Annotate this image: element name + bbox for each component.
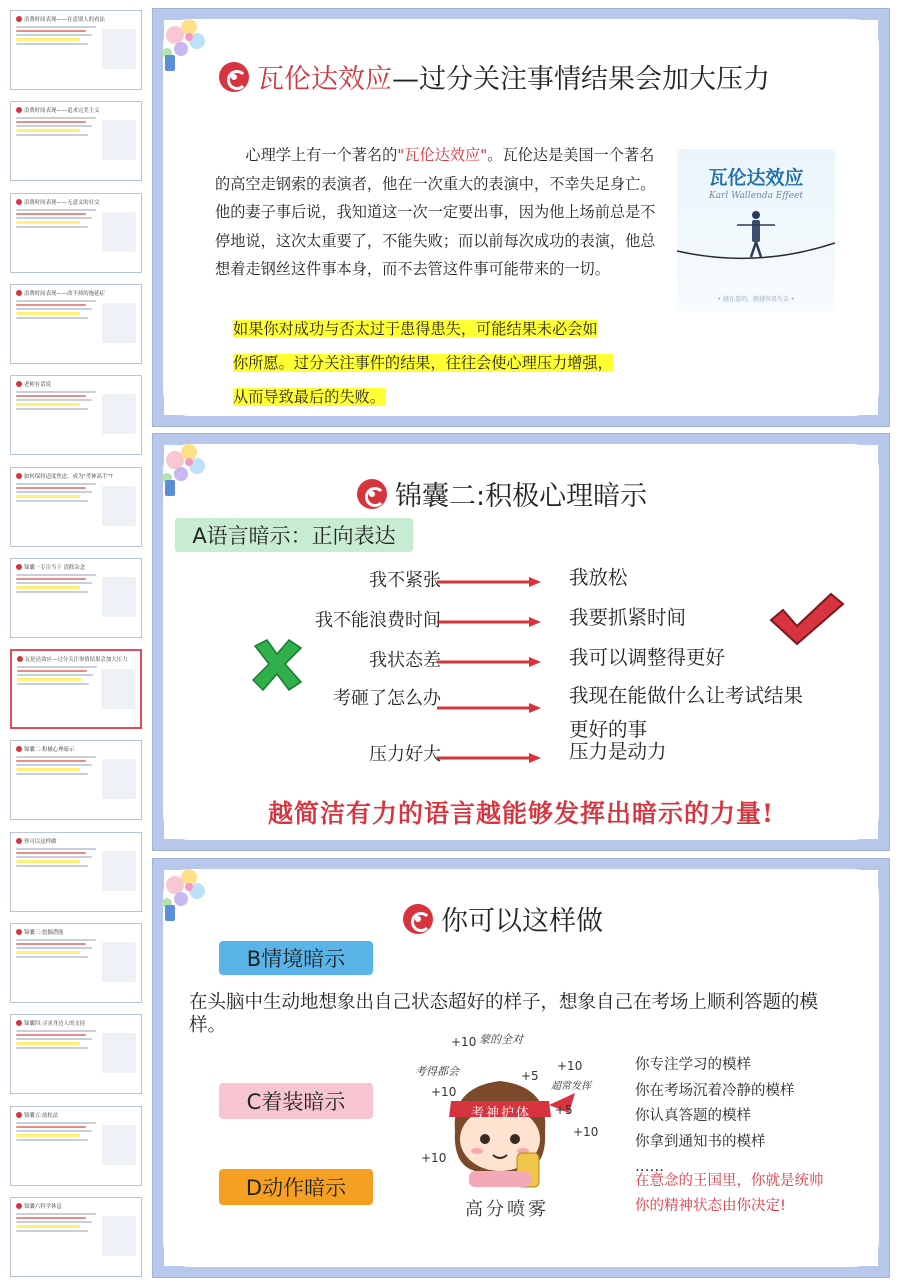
thumbnail-title-text: 浪费时间表现——无意义的社交 [24,199,100,206]
positive-expression-line: 更好的事 [569,718,648,741]
positive-expression-line: 我可以调整得更好 [569,646,726,669]
negative-expression: 考砸了怎么办 [333,688,441,709]
imagination-list-item: 你认真答题的模样 [635,1108,751,1124]
suggestion-slogan: 越简洁有力的语言越能够发挥出暗示的力量! [268,799,774,828]
positive-expression [569,602,686,630]
slide-thumbnail[interactable] [10,467,142,547]
para-after: 。瓦伦达是美国一个著名的高空走钢索的表演者，他在一次重大的表演中，不幸失足身亡。他的妻子事后说，我知道这一次一定要出事，因为他上场前总是不停地说，这次太重要了，不能失败；而以前每次成功的表演，他总想着走钢丝这件事本身，而不去管这件事可能带来的一切。 [215,146,656,278]
thumbnail-title-text: 锦囊一专注当下 清除杂念 [24,564,86,571]
thumbnail-line [16,399,92,401]
logo-icon [16,929,22,935]
logo-icon [16,381,22,387]
positive-expression [569,642,725,670]
thumbnail-line [16,30,86,32]
thumbnail-line [16,578,86,580]
tag-language-suggestion: A语言暗示：正向表达 [175,518,413,552]
girl-text-t3: 考得都会 [415,1065,459,1078]
thumbnail-line [17,678,81,681]
logo-icon [16,1112,22,1118]
imagination-list-item: 你拿到通知书的模样 [635,1133,766,1150]
slide-title [403,899,603,938]
wallenda-paragraph [215,141,667,284]
slide-positive-suggestion[interactable] [152,433,890,851]
para-before: 心理学上有一个著名的 [245,146,398,164]
slide-title [357,474,647,513]
conclusion-line: 如果你对成功与否太过于患得患失，可能结果未必会如 [233,320,598,338]
thumbnail-line [16,391,96,393]
tag-action-suggestion: D动作暗示 [219,1169,373,1205]
thumbnail-line [16,1034,86,1036]
girl-text-t10: +10 [421,1151,447,1165]
thumbnail-line [16,121,86,123]
thumbnail-line [16,125,92,127]
thumbnail-line [16,574,96,576]
thumbnail-line [16,951,80,954]
thumbnail-title [16,106,136,114]
tightrope-walker-icon [677,205,835,285]
imagination-list [635,1053,795,1181]
thumbnail-line [16,495,80,498]
girl-text-t2: 蒙的全对 [479,1033,523,1046]
thumbnail-line [16,852,86,854]
slide-wallenda-effect[interactable] [152,8,890,427]
slide-thumbnail[interactable] [10,284,142,364]
thumbnail-line [16,304,86,306]
thumbnail-line [16,773,88,775]
thumbnail-line [16,1225,80,1228]
thumbnail-line [16,34,92,36]
situation-paragraph: 在头脑中生动地想象出自己状态超好的样子，想象自己在考场上顺利答题的模样。 [189,992,819,1036]
thumbnail-line [16,1213,96,1215]
thumbnail-line [16,395,86,397]
thumbnail-picture [102,1125,136,1165]
thumbnail-title [16,1202,136,1210]
tag-situation-suggestion: B情境暗示 [219,941,373,975]
thumbnail-line [17,674,93,676]
logo-icon [357,479,387,509]
thumbnail-line [17,670,87,672]
thumbnail-line [16,209,96,211]
positive-expression-line: 我要抓紧时间 [569,606,687,629]
thumbnail-title-text: 锦囊五:放松法 [24,1112,59,1119]
title-rest: —过分关注事情结果会加大压力 [392,64,770,95]
thumbnail-picture [102,1216,136,1256]
tag-dress-suggestion: C着装暗示 [219,1083,373,1119]
thumbnail-title [17,655,135,663]
logo-icon [219,62,249,92]
logo-icon [16,1020,22,1026]
illustration-title: 瓦伦达效应 [708,167,804,189]
girl-text-t5: +5 [521,1069,539,1083]
thumbnail-line [16,591,88,593]
girl-text-t6: +10 [557,1059,583,1073]
slide-thumbnail[interactable] [10,101,142,181]
mind-note [635,1169,824,1219]
positive-expression [569,680,803,742]
thumbnail-line [16,117,96,119]
thumbnail-title [16,198,136,206]
girl-text-t7: 超常发挥 [551,1081,591,1092]
thumbnail-line [16,1230,88,1232]
slide-thumbnail-rail [0,0,148,1286]
thumbnail-title [16,745,136,753]
thumbnail-picture [102,942,136,982]
thumbnail-line [16,312,80,315]
logo-icon [403,904,433,934]
thumbnail-picture [102,29,136,69]
flower-decoration-icon [153,434,223,504]
title-highlight: 瓦伦达效应 [257,64,392,95]
imagination-list-item: …… [635,1159,664,1175]
negative-expression: 压力好大 [369,744,441,765]
arrow-right-icon [437,616,541,628]
cross-icon [249,636,305,692]
thumbnail-title-text: 锦囊三:挖掘潜能 [24,930,64,936]
positive-expression-line: 我放松 [569,566,628,589]
thumbnail-line [16,1221,92,1223]
wallenda-conclusion [233,312,653,414]
note-line: 在意念的王国里，你就是统帅 [635,1173,824,1189]
thumbnail-line [16,403,80,406]
thumbnail-title-text: 浪费时间表现——在意别人的看法 [24,17,105,23]
thumbnail-line [16,1134,80,1137]
thumbnail-line [17,683,89,685]
slide-thumbnail[interactable] [10,375,142,455]
thumbnail-line [16,1047,88,1049]
thumbnail-title [16,15,136,23]
thumbnail-title-text: 浪费时间表现——追求完美主义 [24,108,100,115]
thumbnail-line [16,129,80,132]
thumbnail-line [16,300,96,302]
thumbnail-title-text: 锦囊六科学休息 [24,1203,62,1210]
thumbnail-line [16,408,88,410]
slide-thumbnail[interactable] [10,1014,142,1094]
thumbnail-line [16,1038,92,1040]
logo-icon [16,199,22,205]
illustration-footer: • 越在意的，就越容易失去 • [717,296,795,303]
slide-title-text: 锦囊二:积极心理暗示 [395,481,648,512]
logo-icon [16,1203,22,1209]
negative-expression: 我不能浪费时间 [315,610,441,631]
thumbnail-title-text: 锦囊二:积极心理暗示 [24,747,75,754]
thumbnail-line [16,43,88,45]
slide-thumbnail[interactable] [10,923,142,1003]
thumbnail-line [16,1217,86,1219]
arrow-right-icon [437,702,541,714]
thumbnail-line [16,756,96,758]
thumbnail-line [16,1126,86,1128]
logo-icon [16,290,22,296]
thumbnail-line [16,500,88,502]
thumbnail-line [16,308,92,310]
slide-thumbnail[interactable] [10,1197,142,1277]
positive-expression-line: 我现在能做什么让考试结果 [569,684,804,707]
positive-expression [569,562,628,590]
thumbnail-line [16,38,80,41]
thumbnail-picture [102,1033,136,1073]
thumbnail-line [16,1030,96,1032]
thumbnail-line [16,1130,92,1132]
logo-icon [16,564,22,570]
flower-decoration-icon [153,9,223,79]
girl-text-t9: +10 [573,1125,599,1139]
thumbnail-picture [102,759,136,799]
logo-icon [16,107,22,113]
conclusion-line: 从而导致最后的失败。 [233,388,385,406]
conclusion-line: 你所愿。过分关注事件的结果，往往会使心理压力增强， [233,354,613,372]
thumbnail-line [16,317,88,319]
thumbnail-line [16,483,96,485]
thumbnail-picture [102,851,136,891]
thumbnail-title-text: 瓦伦达效应—过分关注事情结果会加大压力 [25,657,128,664]
slide-thumbnail[interactable] [10,832,142,912]
thumbnail-picture [102,486,136,526]
girl-text-t1: +10 [451,1035,477,1049]
thumbnail-line [16,760,86,762]
negative-expression: 我状态差 [369,650,441,671]
arrow-right-icon [437,656,541,668]
thumbnail-line [16,764,92,766]
slide-title-text: 你可以这样做 [441,906,603,937]
negative-expression: 我不紧张 [369,570,441,591]
thumbnail-line [16,1139,88,1141]
girl-text-t4: +10 [431,1085,457,1099]
logo-icon [16,838,22,844]
positive-expression-line: 压力是动力 [569,740,667,763]
flower-decoration-icon [153,859,223,929]
slide-title-text [257,57,770,96]
thumbnail-line [16,213,86,215]
thumbnail-line [16,768,80,771]
thumbnail-line [16,487,86,489]
thumbnail-picture [102,577,136,617]
thumbnail-line [16,586,80,589]
thumbnail-line [16,939,96,941]
illustration-subtitle: Karl Wallenda Effeet [708,191,804,201]
slide-thumbnail[interactable] [10,740,142,820]
logo-icon [16,473,22,479]
thumbnail-picture [102,212,136,252]
headband-text: 考神护体 [471,1106,532,1121]
thumbnail-title [16,928,136,936]
thumbnail-line [16,956,88,958]
slide-thumbnail[interactable] [10,193,142,273]
thumbnail-title [16,380,136,388]
girl-caption: 高分喷雾 [465,1199,549,1220]
thumbnail-line [16,860,80,863]
thumbnail-picture [101,669,135,709]
para-highlight: "瓦伦达效应" [397,146,488,164]
slide-thumbnail[interactable] [10,1106,142,1186]
thumbnail-line [16,582,92,584]
thumbnail-title [16,472,136,480]
thumbnail-line [16,943,86,945]
thumbnail-title-text: 如何保持适度焦虑，成为"考神高手"? [24,473,113,480]
thumbnail-line [16,134,88,136]
thumbnail-picture [102,303,136,343]
thumbnail-line [16,217,92,219]
thumbnail-picture [102,394,136,434]
thumbnail-title [16,837,136,845]
positive-expression [569,736,667,764]
thumbnail-line [17,666,97,668]
arrow-right-icon [437,576,541,588]
wallenda-illustration [677,149,835,311]
thumbnail-line [16,856,92,858]
thumbnail-line [16,848,96,850]
imagination-list-item: 你在考场沉着冷静的模样 [635,1082,795,1099]
logo-icon [16,16,22,22]
thumbnail-line [16,1042,80,1045]
thumbnail-line [16,491,92,493]
thumbnail-title-text: 锦囊四:寻求身边人的支持 [24,1021,86,1028]
thumbnail-title-text: 你可以这样做 [24,838,57,845]
thumbnail-title-text: 老师有话说 [24,382,51,389]
thumbnail-picture [102,120,136,160]
thumbnail-line [16,221,80,224]
slide-thumbnail[interactable] [10,649,142,729]
thumbnail-line [16,226,88,228]
slide-title [219,57,770,96]
girl-text-t8: +5 [555,1103,573,1117]
thumbnail-title [16,563,136,571]
thumbnail-title-text: 浪费时间表现——改不掉的拖延症 [24,290,105,297]
arrow-right-icon [437,752,541,764]
thumbnail-line [16,865,88,867]
thumbnail-title [16,1111,136,1119]
imagination-list-item: 你专注学习的模样 [635,1057,751,1073]
note-line: 你的精神状态由你决定! [635,1198,786,1214]
logo-icon [16,746,22,752]
slide-thumbnail[interactable] [10,10,142,90]
thumbnail-title [16,289,136,297]
slide-you-can-do-this[interactable] [152,858,890,1278]
thumbnail-line [16,1122,96,1124]
slide-thumbnail[interactable] [10,558,142,638]
check-icon [769,592,845,646]
logo-icon [17,656,23,662]
thumbnail-title [16,1019,136,1027]
thumbnail-line [16,947,92,949]
thumbnail-line [16,26,96,28]
